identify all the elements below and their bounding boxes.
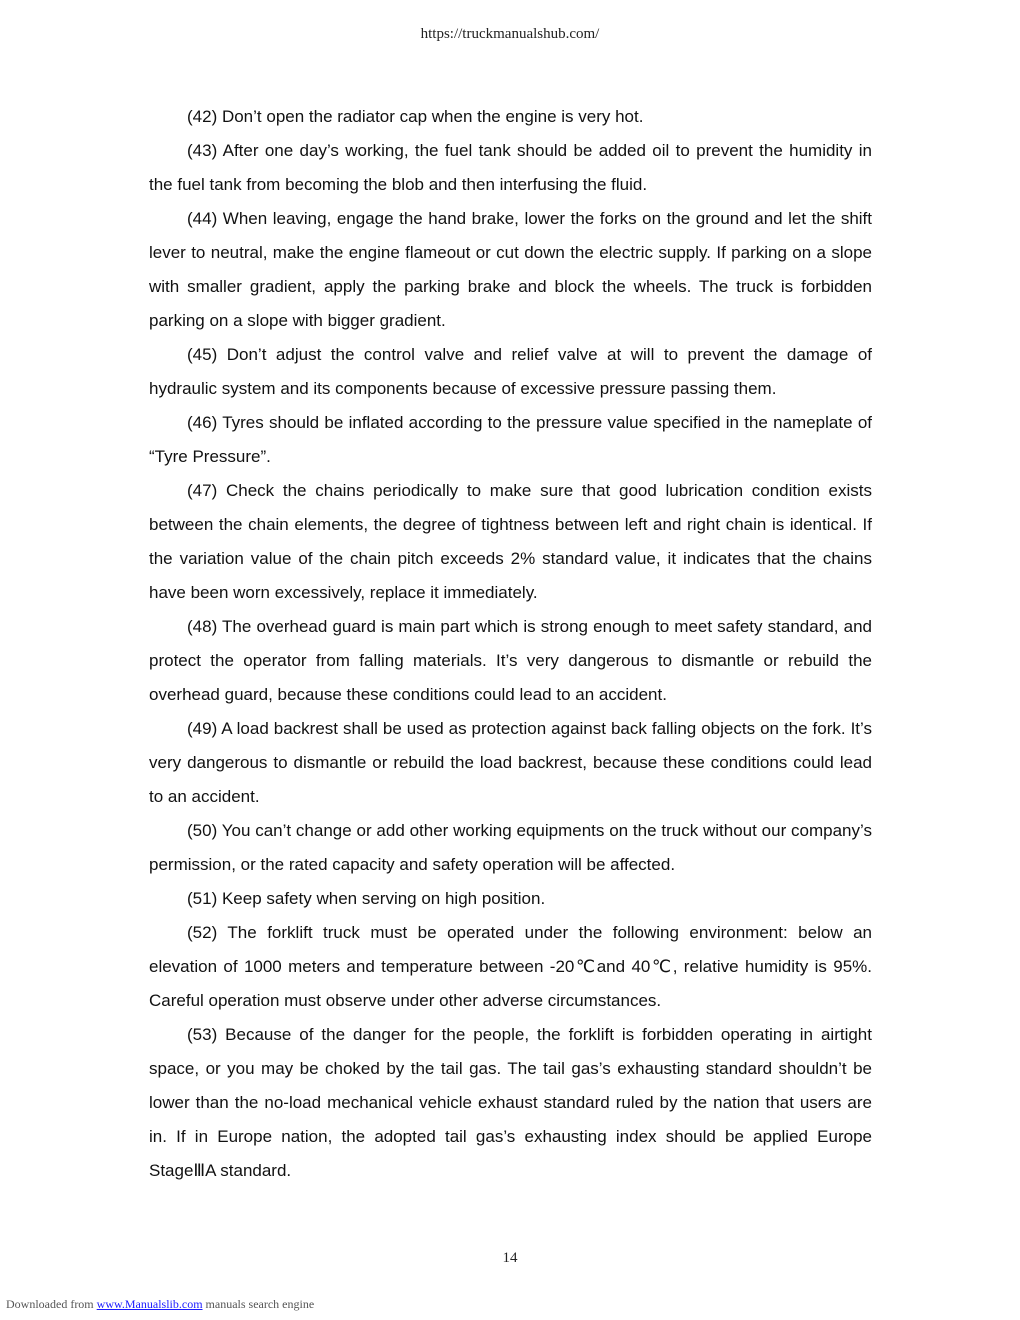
download-footer: [6, 1297, 314, 1312]
paragraph-45: (45) Don’t adjust the control valve and relief valve at will to prevent the damage of hydraulic system and its components because of excessive pressure passing them.: [149, 345, 872, 398]
header-url: https://truckmanualshub.com/: [420, 26, 600, 42]
manual-body: [149, 100, 872, 1188]
paragraph-48: (48) The overhead guard is main part which is strong enough to meet safety standard, and protect the operator from falling materials. It’s very dangerous to dismantle or rebuild the overhead guard, because these conditions could lead to an accident.: [149, 617, 872, 704]
footer-prefix: Downloaded from: [6, 1297, 94, 1311]
manualslib-link[interactable]: www.Manualslib.com: [96, 1297, 203, 1311]
paragraph-51: (51) Keep safety when serving on high position.: [187, 889, 546, 908]
paragraph-50: (50) You can’t change or add other working equipments on the truck without our company’s permission, or the rated capacity and safety operation will be affected.: [149, 821, 872, 874]
paragraph-42: (42) Don’t open the radiator cap when the engine is very hot.: [187, 107, 644, 126]
paragraph-43: (43) After one day’s working, the fuel tank should be added oil to prevent the humidity in the fuel tank from becoming the blob and then interfusing the fluid.: [149, 141, 872, 194]
paragraph-49: (49) A load backrest shall be used as protection against back falling objects on the fork. It’s very dangerous to dismantle or rebuild the load backrest, because these conditions could lead to an accident.: [149, 719, 872, 806]
footer-suffix: manuals search engine: [205, 1297, 315, 1311]
paragraph-53: (53) Because of the danger for the people, the forklift is forbidden operating in airtight space, or you may be choked by the tail gas. The tail gas’s exhausting standard shouldn’t be lower than the no-load mechanical vehicle exhaust standard ruled by the nation that users are in. If in Europe nation, the adopted tail gas’s exhausting index should be applied Europe StageⅢA standard.: [149, 1025, 872, 1180]
paragraph-47: (47) Check the chains periodically to make sure that good lubrication condition exists between the chain elements, the degree of tightness between left and right chain is identical. If the variation value of the chain pitch exceeds 2% standard value, it indicates that the chains have been worn excessively, replace it immediately.: [149, 481, 872, 602]
paragraph-46: (46) Tyres should be inflated according to the pressure value specified in the nameplate of “Tyre Pressure”.: [149, 413, 872, 466]
paragraph-44: (44) When leaving, engage the hand brake, lower the forks on the ground and let the shift lever to neutral, make the engine flameout or cut down the electric supply. If parking on a slope with smaller gradient, apply the parking brake and block the wheels. The truck is forbidden parking on a slope with bigger gradient.: [149, 209, 872, 330]
paragraph-52: (52) The forklift truck must be operated under the following environment: below an elevation of 1000 meters and temperature between -20℃and 40℃, relative humidity is 95%. Careful operation must observe under other adverse circumstances.: [149, 923, 872, 1010]
page-number: 14: [502, 1250, 518, 1266]
